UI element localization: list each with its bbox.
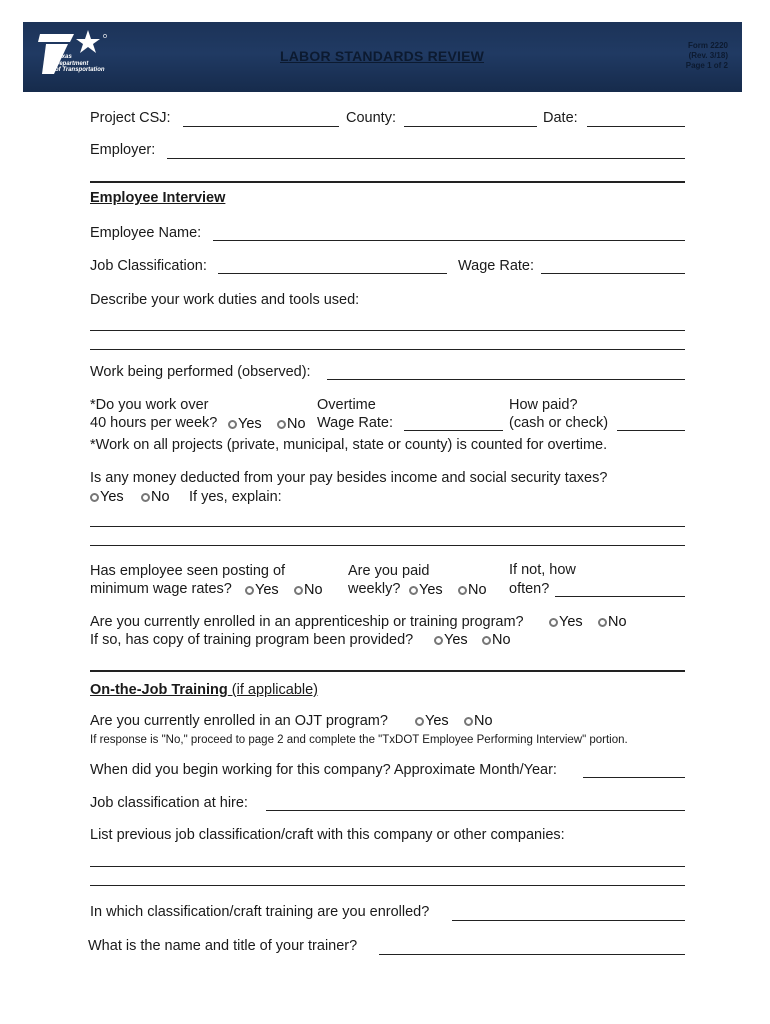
option-label: No [304,582,323,598]
explain-label: If yes, explain: [189,489,282,505]
wage-rate-field[interactable] [541,273,685,274]
how-often-label: If not, how [509,562,576,578]
overtime-label: Overtime [317,397,376,413]
form-title: LABOR STANDARDS REVIEW [280,48,485,64]
option-label: Yes [559,614,583,630]
deductions-yes-option[interactable] [90,489,124,505]
ojt-heading-title: On-the-Job Training [90,682,228,698]
radio-button-icon[interactable] [245,586,254,595]
option-label: Yes [444,632,468,648]
posting-question: Has employee seen posting of [90,563,286,579]
previous-classification-field[interactable] [90,866,685,867]
employee-name-field[interactable] [213,240,685,241]
option-label: No [492,632,511,648]
paid-weekly-question: weekly? [348,581,401,597]
work-over-label: *Do you work over [90,397,209,413]
training-copy-question: If so, has copy of training program been provided? [90,632,414,648]
project-csj-field[interactable] [183,126,339,127]
employee-interview-heading: Employee Interview [90,190,226,206]
agency-line: of Transportation [55,67,105,73]
form-revision: (Rev. 3/18) [688,51,728,60]
option-label: No [468,582,487,598]
start-date-question: When did you begin working for this company? Approximate Month/Year: [90,762,557,778]
how-often-label: often? [509,581,550,597]
work-duties-field[interactable] [90,330,685,331]
deductions-no-option[interactable] [141,489,170,505]
option-label: Yes [238,416,262,432]
paid-weekly-no-option[interactable] [458,582,487,598]
ojt-enrolled-question: Are you currently enrolled in an OJT program? [90,713,388,729]
ojt-note: If response is "No," proceed to page 2 and complete the "TxDOT Employee Performing Interview" portion. [90,734,628,746]
posting-yes-option[interactable] [245,582,279,598]
work-duties-label: Describe your work duties and tools used: [90,292,360,308]
training-classification-field[interactable] [452,920,685,921]
posting-no-option[interactable] [294,582,323,598]
deductions-question: Is any money deducted from your pay besides income and social security taxes? [90,470,608,486]
classification-at-hire-label: Job classification at hire: [90,795,248,811]
paid-weekly-question: Are you paid [348,563,430,579]
radio-button-icon[interactable] [549,618,558,627]
classification-at-hire-field[interactable] [266,810,685,811]
agency-line: Department [55,60,89,67]
section-divider [90,670,685,672]
radio-button-icon[interactable] [141,493,150,502]
radio-button-icon[interactable] [90,493,99,502]
ojt-yes-option[interactable] [415,713,449,729]
radio-button-icon[interactable] [228,420,237,429]
radio-button-icon[interactable] [458,586,467,595]
form-identifier [686,41,728,71]
page-number: Page 1 of 2 [685,61,728,70]
overtime-wage-label: Wage Rate: [317,415,394,431]
overtime-wage-field[interactable] [404,430,503,431]
agency-name [55,54,105,74]
county-label: County: [346,110,396,126]
explain-field[interactable] [90,545,685,546]
overtime-note: *Work on all projects (private, municipal, state or county) is counted for overtime. [90,437,608,453]
txdot-logo [32,26,112,84]
radio-button-icon[interactable] [277,420,286,429]
option-label: Yes [425,713,449,729]
work-observed-field[interactable] [327,379,685,380]
explain-field[interactable] [90,526,685,527]
wage-rate-label: Wage Rate: [458,258,535,274]
work-over-label: 40 hours per week? [90,415,218,431]
employer-field[interactable] [167,158,685,159]
project-csj-label: Project CSJ: [90,110,171,126]
trainer-label: What is the name and title of your trainer? [88,938,358,954]
employee-name-label: Employee Name: [90,225,202,241]
radio-button-icon[interactable] [415,717,424,726]
form-number: Form 2220 [687,41,728,50]
option-label: Yes [255,582,279,598]
radio-button-icon[interactable] [294,586,303,595]
how-paid-label: (cash or check) [509,415,609,431]
trainer-field[interactable] [379,954,685,955]
how-paid-field[interactable] [617,430,685,431]
employer-label: Employer: [90,142,156,158]
overtime-no-option[interactable] [277,416,306,432]
paid-weekly-yes-option[interactable] [409,582,443,598]
radio-button-icon[interactable] [598,618,607,627]
option-label: Yes [419,582,443,598]
start-date-field[interactable] [583,777,685,778]
ojt-heading-suffix: (if applicable) [227,682,319,698]
date-field[interactable] [587,126,685,127]
posting-question: minimum wage rates? [90,581,232,597]
how-paid-label: How paid? [509,397,578,413]
job-classification-field[interactable] [218,273,447,274]
date-label: Date: [543,110,578,126]
option-label: No [151,489,170,505]
radio-button-icon[interactable] [464,717,473,726]
previous-classification-field[interactable] [90,885,685,886]
previous-classification-label: List previous job classification/craft with this company or other companies: [90,827,565,843]
section-divider [90,181,685,183]
overtime-yes-option[interactable] [228,416,262,432]
apprenticeship-question: Are you currently enrolled in an apprenticeship or training program? [90,614,524,630]
training-copy-yes-option[interactable] [434,632,468,648]
how-often-field[interactable] [555,596,685,597]
radio-button-icon[interactable] [482,636,491,645]
work-duties-field[interactable] [90,349,685,350]
ojt-no-option[interactable] [464,713,493,729]
option-label: No [474,713,493,729]
radio-button-icon[interactable] [409,586,418,595]
work-observed-label: Work being performed (observed): [90,364,311,380]
apprenticeship-no-option[interactable] [598,614,627,630]
job-classification-label: Job Classification: [90,258,207,274]
radio-button-icon[interactable] [434,636,443,645]
apprenticeship-yes-option[interactable] [549,614,583,630]
option-label: Yes [100,489,124,505]
training-copy-no-option[interactable] [482,632,511,648]
agency-line: Texas [55,54,72,60]
training-classification-label: In which classification/craft training are you enrolled? [90,904,430,920]
ojt-heading [90,682,318,698]
option-label: No [287,416,306,432]
county-field[interactable] [404,126,537,127]
option-label: No [608,614,627,630]
